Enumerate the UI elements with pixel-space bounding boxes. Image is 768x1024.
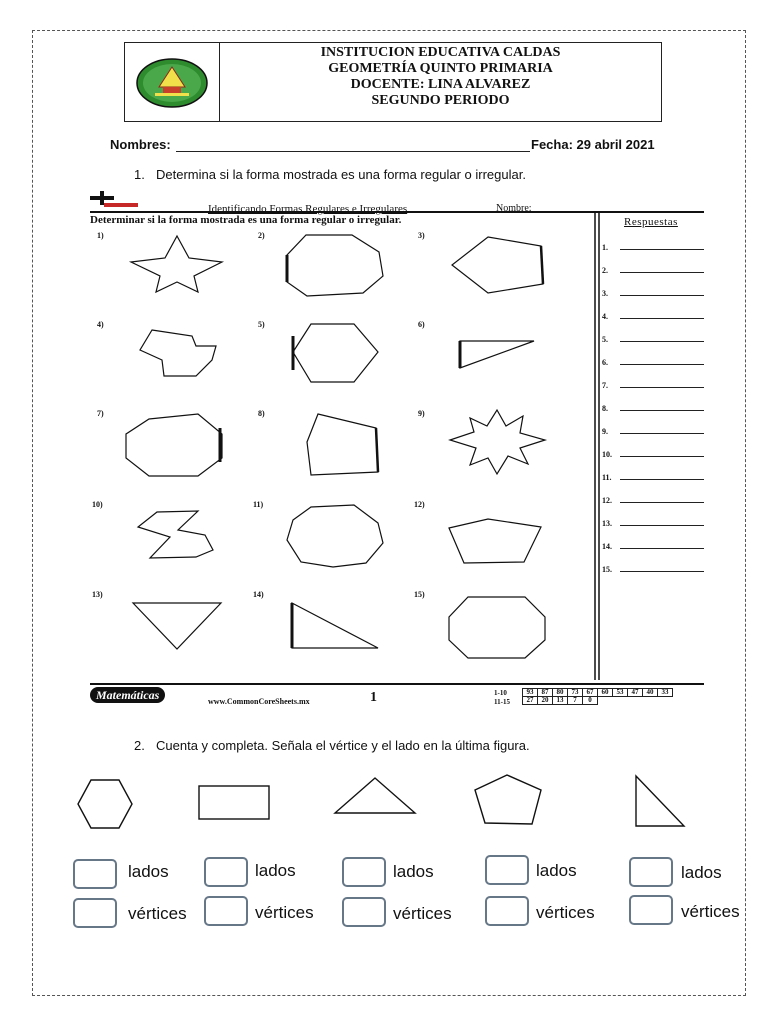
vertices-label: vértices xyxy=(536,903,595,922)
sides-input-rectangle[interactable] xyxy=(204,857,248,887)
answer-label: 15. xyxy=(602,565,612,574)
answer-label: 10. xyxy=(602,450,612,459)
sides-input-triangle[interactable] xyxy=(342,857,386,887)
plus-minus-icon xyxy=(90,191,138,207)
score-table xyxy=(522,688,673,705)
question-2-text: Cuenta y completa. Señala el vértice y el lado en la última figura. xyxy=(156,738,530,753)
vertices-input-rectangle[interactable] xyxy=(204,896,248,926)
answers-title: Respuestas xyxy=(624,216,678,228)
score-cell: 67 xyxy=(583,689,598,697)
score-row-label: 11-15 xyxy=(494,698,510,706)
answer-label: 1. xyxy=(602,243,608,252)
period: SEGUNDO PERIODO xyxy=(371,93,510,108)
answer-line[interactable] xyxy=(620,479,704,480)
vertices-input-triangle[interactable] xyxy=(342,897,386,927)
sides-input-hexagon[interactable] xyxy=(73,859,117,889)
shape-1-star xyxy=(131,236,222,292)
shape-10-zigzag xyxy=(138,511,213,558)
score-cell: 13 xyxy=(553,697,568,705)
hexagon-figure xyxy=(78,780,132,828)
sides-label: lados xyxy=(393,862,434,881)
sides-input-right-triangle[interactable] xyxy=(629,857,673,887)
shape-11-polygon xyxy=(287,505,383,567)
item-label: 9) xyxy=(418,409,425,418)
answer-line[interactable] xyxy=(620,456,704,457)
answer-label: 4. xyxy=(602,312,608,321)
vertices-label: vértices xyxy=(393,904,452,923)
score-cell: 73 xyxy=(568,689,583,697)
worksheet-instruction: Determinar si la forma mostrada es una forma regular o irregular. xyxy=(90,214,402,226)
shape-14-right-triangle xyxy=(292,603,378,648)
triangle-figure xyxy=(335,778,415,813)
shape-2-nonagon xyxy=(287,235,383,296)
names-label: Nombres: xyxy=(110,137,171,152)
shape-9-star-burst xyxy=(450,410,545,474)
shape-8-pentagon xyxy=(307,414,378,475)
worksheet-title: Identificando Formas Regulares e Irregulares xyxy=(208,203,408,215)
shape-12-pentagon xyxy=(449,519,541,563)
shape-4-irregular xyxy=(140,330,216,376)
item-label: 5) xyxy=(258,320,265,329)
vertices-label: vértices xyxy=(128,904,187,923)
answer-label: 6. xyxy=(602,358,608,367)
worksheet-image xyxy=(88,190,706,712)
item-label: 11) xyxy=(253,500,264,509)
score-cell: 53 xyxy=(613,689,628,697)
answer-label: 9. xyxy=(602,427,608,436)
subject-grade: GEOMETRÍA QUINTO PRIMARIA xyxy=(328,61,553,76)
answer-line[interactable] xyxy=(620,387,704,388)
shape-13-triangle xyxy=(133,603,221,649)
answer-line[interactable] xyxy=(620,433,704,434)
shape-5-hexagon xyxy=(293,324,378,382)
item-label: 8) xyxy=(258,409,265,418)
item-label: 13) xyxy=(92,590,103,599)
school-header xyxy=(124,42,662,122)
sides-label: lados xyxy=(536,861,577,880)
score-cell: 80 xyxy=(553,689,568,697)
sides-label: lados xyxy=(681,863,722,882)
item-label: 7) xyxy=(97,409,104,418)
answer-line[interactable] xyxy=(620,364,704,365)
score-cell: 93 xyxy=(523,689,538,697)
answer-label: 2. xyxy=(602,266,608,275)
answer-line[interactable] xyxy=(620,249,704,250)
score-cell: 87 xyxy=(538,689,553,697)
date-label: Fecha: 29 abril 2021 xyxy=(531,137,655,152)
sides-label: lados xyxy=(255,861,296,880)
item-label: 14) xyxy=(253,590,264,599)
answer-label: 7. xyxy=(602,381,608,390)
item-label: 2) xyxy=(258,231,265,240)
school-logo xyxy=(125,43,220,121)
vertices-label: vértices xyxy=(255,903,314,922)
answer-line[interactable] xyxy=(620,295,704,296)
sides-label: lados xyxy=(128,862,169,881)
score-row-label: 1-10 xyxy=(494,689,507,697)
score-cell: 47 xyxy=(628,689,643,697)
question-1-number: 1. xyxy=(134,167,145,182)
score-cell: 60 xyxy=(598,689,613,697)
item-label: 4) xyxy=(97,320,104,329)
names-line[interactable] xyxy=(176,151,530,152)
figures-row xyxy=(70,770,690,832)
shape-15-octagon xyxy=(449,597,545,658)
answer-line[interactable] xyxy=(620,502,704,503)
item-label: 1) xyxy=(97,231,104,240)
item-label: 6) xyxy=(418,320,425,329)
item-label: 10) xyxy=(92,500,103,509)
sides-input-pentagon[interactable] xyxy=(485,855,529,885)
answer-label: 11. xyxy=(602,473,612,482)
item-label: 12) xyxy=(414,500,425,509)
item-label: 15) xyxy=(414,590,425,599)
answer-label: 12. xyxy=(602,496,612,505)
answer-line[interactable] xyxy=(620,341,704,342)
school-name: INSTITUCION EDUCATIVA CALDAS xyxy=(320,45,561,60)
score-cell: 20 xyxy=(538,697,553,705)
score-cell: 40 xyxy=(643,689,658,697)
right-triangle-figure xyxy=(636,776,684,826)
brand-badge: Matemáticas xyxy=(90,687,165,703)
score-cell: 33 xyxy=(658,689,673,697)
score-cell: 7 xyxy=(568,697,583,705)
answer-line[interactable] xyxy=(620,525,704,526)
page-number: 1 xyxy=(370,690,377,705)
vertices-input-right-triangle[interactable] xyxy=(629,895,673,925)
shape-7-octagon xyxy=(126,414,222,476)
shape-6-triangle xyxy=(460,341,534,368)
rectangle-figure xyxy=(199,786,269,819)
answer-label: 14. xyxy=(602,542,612,551)
worksheet-name-label: Nombre: xyxy=(496,203,532,214)
vertices-input-pentagon[interactable] xyxy=(485,896,529,926)
vertices-label: vértices xyxy=(681,902,740,921)
answer-line[interactable] xyxy=(620,318,704,319)
teacher: DOCENTE: LINA ALVAREZ xyxy=(350,77,531,92)
source-url: www.CommonCoreSheets.mx xyxy=(208,697,310,706)
item-label: 3) xyxy=(418,231,425,240)
answer-label: 3. xyxy=(602,289,608,298)
question-1-text: Determina si la forma mostrada es una forma regular o irregular. xyxy=(156,167,526,182)
answer-line[interactable] xyxy=(620,548,704,549)
answer-line[interactable] xyxy=(620,571,704,572)
pentagon-figure xyxy=(475,775,541,824)
score-cell: 27 xyxy=(523,697,538,705)
answer-label: 13. xyxy=(602,519,612,528)
vertices-input-hexagon[interactable] xyxy=(73,898,117,928)
answer-line[interactable] xyxy=(620,410,704,411)
answer-label: 8. xyxy=(602,404,608,413)
answer-label: 5. xyxy=(602,335,608,344)
shape-3-pentagon xyxy=(452,237,543,293)
answer-line[interactable] xyxy=(620,272,704,273)
score-cell: 0 xyxy=(583,697,598,705)
question-2-number: 2. xyxy=(134,738,145,753)
header-text xyxy=(220,45,661,109)
